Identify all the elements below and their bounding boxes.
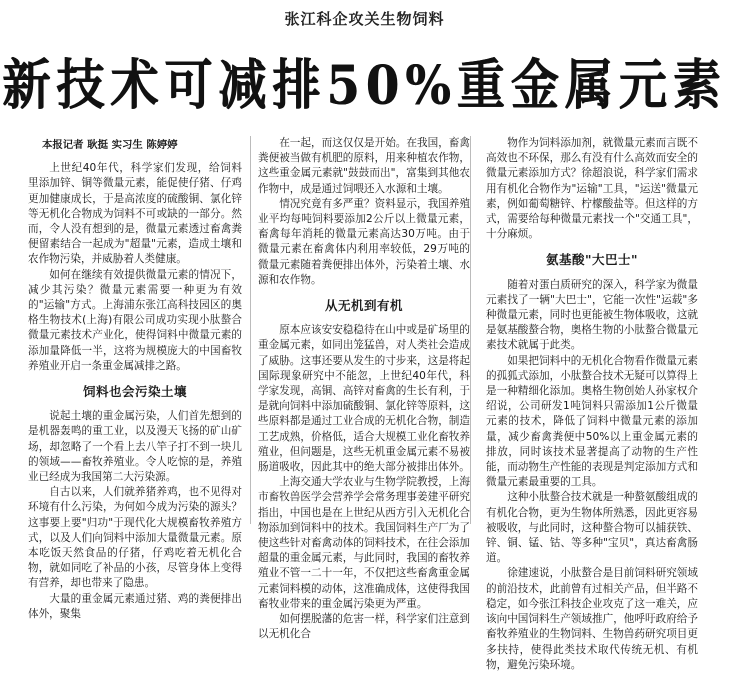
- byline: 本报记者 耿挺 实习生 陈婷婷: [42, 139, 178, 151]
- paragraph: 上海交通大学农业与生物学院教授，上海市畜牧兽医学会营养学会常务理事姜建平研究指出，中国也是在上世纪从西方引入无机化合物添加到饲料中的技术。我国饲料生产厂为了使这些针对畜禽动体的饲料技术，在往会添加超量的重金属元素，与此同时，我国的畜牧养殖业不管一二十一年，不仅把这些畜禽重金属元素饲料模的动体，这准确成体，这使得我国畜牧业带来的重金属污染更为严重。: [258, 476, 470, 610]
- subhead-inorganic-to-organic: 从无机到有机: [324, 298, 403, 314]
- paragraph: 徐建速说，小肽螯合是目前饲料研究领域的前沿技术，此前曾有过相关产品，但半路不稳定，如今张江科技企业攻克了这一难关，应该向中国饲料生产领域推广，他呼吁政府给予畜牧养殖业的生物饲料、生物兽药研究项目更多扶持，使得此类技术取代传统无机、有机物，避免污染环境。: [486, 567, 698, 671]
- paragraph: 如何摆脱藩的危害一样，科学家们注意到以无机化合: [258, 613, 470, 641]
- paragraph: 情况究竟有多严重？资料显示，我国养殖业平均每吨饲料要添加2公斤以上微量元素，畜禽每年消耗的微量元素高达30万吨。由于微量元素在畜禽体内利用率较低，29万吨的微量元素随着粪便排出体外，污染着土壤、水源和农作物。: [258, 197, 470, 286]
- paragraph: 上世纪40年代，科学家们发现，给饲料里添加锌、铜等微量元素，能促使仔猪、仔鸡更加健康成长，于是高浓度的硫酸铜、氯化锌等无机化合物成为饲料不可或缺的一部分。然而，令人没有想到的是，微量元素透过畜禽粪便留素结合一起成为"超量"元素，造成土壤和农作物污染，并威胁着人类健康。: [28, 162, 242, 266]
- column-1: [28, 136, 251, 620]
- column-2: [250, 136, 471, 641]
- paragraph: 说起土壤的重金属污染，人们首先想到的是机器轰鸣的重工业，以及漫天飞扬的矿山矿场，却忽略了一个看上去八竿子打不到一块儿的领域——畜牧养殖业。令人吃惊的是，养殖业已经成为我国第二大污染源。: [28, 410, 242, 484]
- paragraph: 原本应该安安稳稳待在山中或是矿场里的重金属元素，如同出笼猛兽，对人类社会造成了威胁。这事还要从发生的寸步来，这是将起国际现象研究中不能忽，上世纪40年代，科学家发现，高铜、高锌对畜禽的生长有利，于是就向饲料中添加硫酸铜、氯化锌等原料，这些原料都是通过工业合成的无机化合物，制造工艺成熟，价格低，适合大规模工业化畜牧养殖业，但问题是，这些无机重金属元素不易被肠道吸收，因此其中的绝大部分被排出体外。: [258, 324, 470, 474]
- column-3: [478, 136, 698, 671]
- paragraph: 随着对蛋白质研究的深入，科学家为微量元素找了一辆"大巴士"，它能一次性"运载"多种微量元素，同时也更能被生物体吸收，这就是氨基酸螯合物，奥格生物的小肽螯合微量元素技术就属于此类。: [486, 278, 698, 352]
- paragraph: 如果把饲料中的无机化合物看作微量元素的孤狐式添加，小肽螯合技术无疑可以算得上是一种精细化添加。奥格生物创始人孙家权介绍说，公司研发1吨饲料只需添加1公斤微量元素的技术，降低了饲料中微量元素的添加量，减少畜禽粪便中50%以上重金属元素的排放，同时该技术显著提高了动物的生产性能，而动物生产性能的表现是判定添加方式和微量元素最重要的工具。: [486, 354, 698, 489]
- subhead-soil-pollution: 饲料也会污染土壤: [82, 384, 187, 400]
- paragraph: 如何在继续有效提供微量元素的情况下，减少其污染？微量元素需要一种更为有效的"运输"方式。上海浦东张江高科技园区的奥格生物技术(上海)有限公司成功实现小肽螯合微量元素技术产业化，使得饲料中微量元素的添加量降低一半，这将为规模庞大的中国畜牧养殖业开启一条重金属减排之路。: [28, 268, 242, 372]
- subhead-amino-acid-bus: 氨基酸"大巴士": [545, 252, 639, 268]
- article-body: [0, 136, 729, 671]
- paragraph: 自古以来，人们就养猪养鸡，也不见得对环境有什么污染，为何如今成为污染的源头？这事要上要"归功"于现代化大规模畜牧养殖方式，以及人们向饲料中添加大量微量元素。原本吃饭天然食品的仔猪，仔鸡吃着无机化合物，就如同吃了补品的小孩，尽管身体上变得有营养，却也带来了隐患。: [28, 486, 242, 590]
- headline: 新技术可减排50%重金属元素: [2, 54, 727, 118]
- paragraph: 在一起，而这仅仅是开始。在我国，畜禽粪便被当做有机肥的原料，用来种植农作物，这些重金属元素就"鼓鼓而出"，富集到其他农作物中，成是通过饲喂还入水源和土壤。: [258, 137, 470, 195]
- paragraph: 物作为饲料添加剂，就微量元素而言既不高效也不环保，那么有没有什么高效而安全的微量元素添加方式？徐超浪说，科学家们需求用有机化合物作为"运输"工具，"运送"微量元素，例如葡萄糖锌、柠檬酸盐等。但这样的方式，需要给每种微量元素找一个"交通工具"，十分麻烦。: [486, 137, 698, 241]
- paragraph: 大量的重金属元素通过猪、鸡的粪便排出体外，聚集: [28, 592, 242, 620]
- kicker: 张江科企攻关生物饲料: [284, 10, 445, 28]
- paragraph: 这种小肽螯合技术就是一种螯氨酸组成的有机化合物，更为生物体所熟悉，因此更容易被吸收，与此同时，这种螯合物可以捕获铁、锌、铜、锰、钴、等多种"宝贝"，真达畜禽肠道。: [486, 491, 698, 565]
